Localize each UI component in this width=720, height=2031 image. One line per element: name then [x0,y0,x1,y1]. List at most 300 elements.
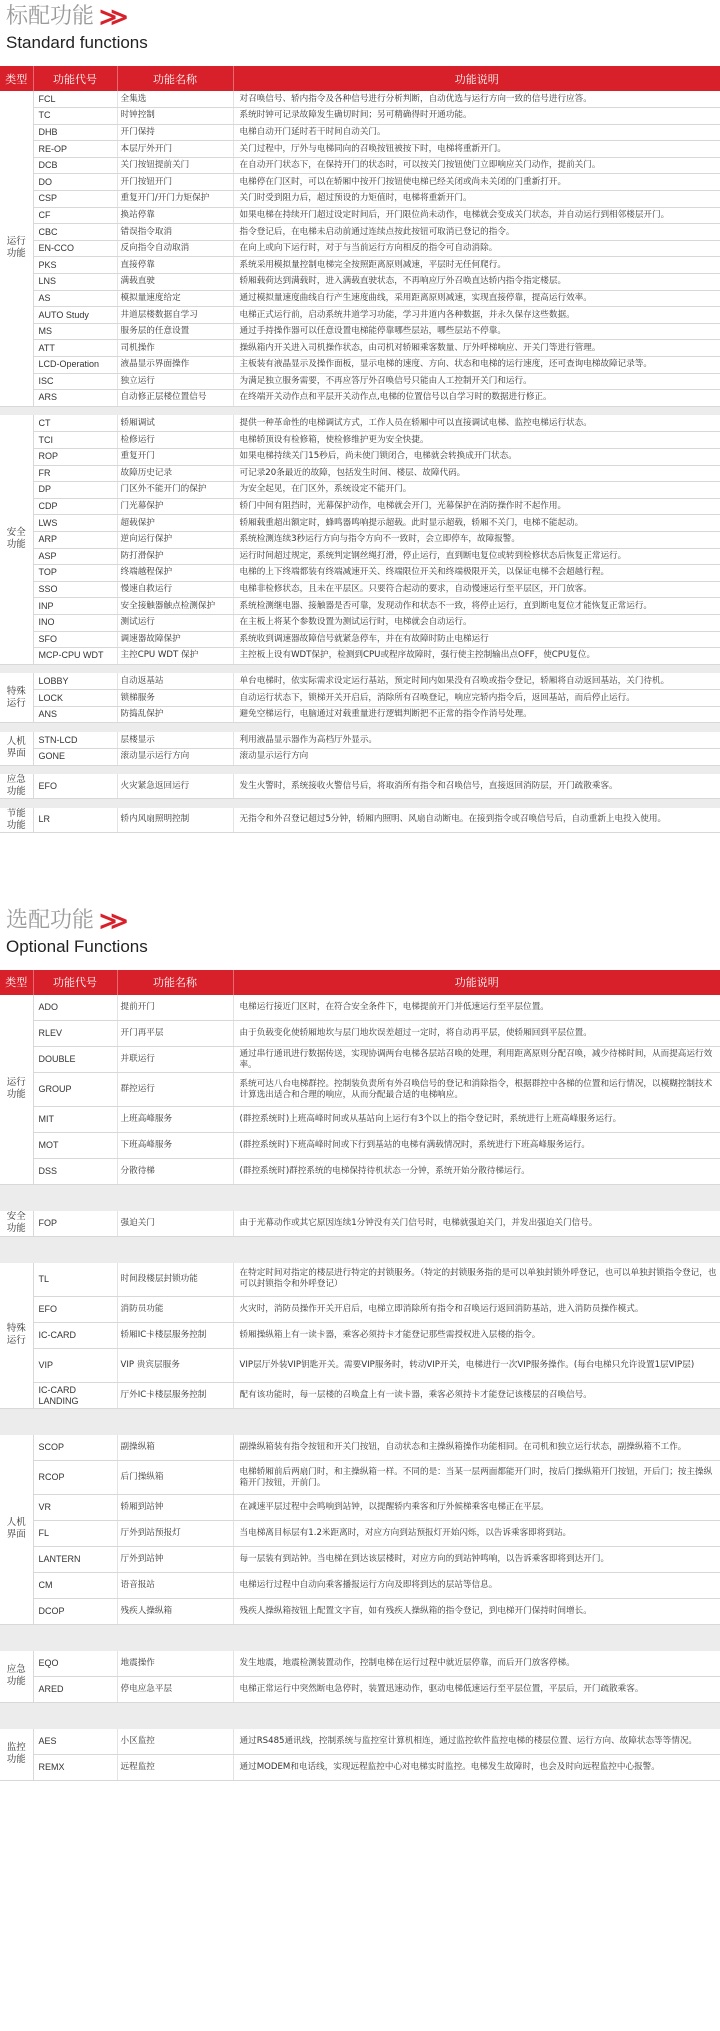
table-row [0,207,720,224]
function-name-cell: 强迫关门 [117,1211,233,1237]
function-name-cell: 火灾紧急返回运行 [117,774,233,799]
function-name-cell: 超载保护 [117,515,233,532]
table-row [0,390,720,407]
function-code-cell: EQO [33,1651,117,1677]
table-row [0,1729,720,1755]
function-description-cell: 由于负载变化使轿厢地坎与层门地坎误差超过一定时，将自动再平层，使轿厢回到平层位置。 [233,1021,720,1047]
function-name-cell: 轿厢调试 [117,415,233,432]
table-row [0,581,720,598]
function-description-cell: 电梯正式运行前，启动系统井道学习功能，学习井道内各种数据，并永久保存这些数据。 [233,307,720,324]
function-code-cell: EFO [33,1297,117,1323]
double-chevron-icon: >> [98,0,121,34]
function-code-cell: MOT [33,1133,117,1159]
function-name-cell: 自动修正层楼位置信号 [117,390,233,407]
function-name-cell: 调速器故障保护 [117,631,233,648]
function-code-cell: ARS [33,390,117,407]
function-code-cell: TC [33,108,117,125]
group-separator-cell [0,406,720,415]
table-row [0,1349,720,1383]
function-description-cell: 无指令和外召登记超过5分钟，轿厢内照明、风扇自动断电。在接到指令或召唤信号后，自动重新上电投入使用。 [233,808,720,833]
function-name-cell: 轿内风扇照明控制 [117,808,233,833]
function-code-cell: CSP [33,191,117,208]
table-row [0,323,720,340]
function-code-cell: SSO [33,581,117,598]
table-row [0,307,720,324]
function-name-cell: 副操纵箱 [117,1435,233,1461]
function-code-cell: FCL [33,91,117,108]
table-row [0,631,720,648]
function-description-cell: 通过串行通讯进行数据传送，实现协调两台电梯各层站召唤的处理，利用距离原则分配召唤，减少待梯时间，从而提高运行效率。 [233,1047,720,1073]
table-row [0,340,720,357]
table-row [0,1021,720,1047]
function-description-cell: 如果电梯持续关门15秒后，尚未使门锁闭合，电梯就会转换成开门状态。 [233,448,720,465]
function-code-cell: AES [33,1729,117,1755]
function-code-cell: TCI [33,432,117,449]
function-name-cell: 逆向运行保护 [117,531,233,548]
function-description-cell: 配有该功能时，每一层楼的召唤盒上有一读卡器，乘客必须持卡才能登记该楼层的召唤信号。 [233,1383,720,1409]
table-row [0,1159,720,1185]
function-name-cell: 主控CPU WDT 保护 [117,648,233,665]
function-description-cell: (群控系统时)下班高峰时间或下行到基站的电梯有满载情况时，系统进行下班高峰服务运行。 [233,1133,720,1159]
function-description-cell: 利用液晶显示器作为高档厅外显示。 [233,732,720,749]
category-cell: 安全 功能 [0,415,33,664]
function-name-cell: 厅外到站预报灯 [117,1521,233,1547]
function-code-cell: TL [33,1263,117,1297]
function-code-cell: MIT [33,1107,117,1133]
function-name-cell: 换站停靠 [117,207,233,224]
table-row [0,565,720,582]
table-row [0,531,720,548]
table-row [0,1211,720,1237]
table-row [0,1263,720,1297]
function-description-cell: 在特定时间对指定的楼层进行特定的封锁服务。（特定的封锁服务指的是可以单独封锁外呼登记，也可以单独封锁指令登记，也可以封锁指令和外呼登记） [233,1263,720,1297]
function-code-cell: RE-OP [33,141,117,158]
function-name-cell: 防捣乱保护 [117,706,233,723]
table-row [0,515,720,532]
function-description-cell: 通过RS485通讯线，控制系统与监控室计算机相连，通过监控软件监控电梯的楼层位置、运行方向、故障状态等等情况。 [233,1729,720,1755]
function-code-cell: IC-CARD LANDING [33,1383,117,1409]
function-code-cell: CM [33,1573,117,1599]
function-name-cell: 小区监控 [117,1729,233,1755]
function-description-cell: 发生地震，地震检测装置动作，控制电梯在运行过程中就近层停靠，而后开门放客停梯。 [233,1651,720,1677]
function-description-cell: 电梯的上下终端都装有终端减速开关、终端限位开关和终端极限开关，以保证电梯不会超越行程。 [233,565,720,582]
function-name-cell: 满载直驶 [117,274,233,291]
header-name: 功能名称 [117,970,233,995]
function-name-cell: 残疾人操纵箱 [117,1599,233,1625]
function-description-cell: 在主板上将某个参数设置为测试运行时，电梯就会自动运行。 [233,614,720,631]
table-row [0,1599,720,1625]
function-name-cell: 开门保持 [117,124,233,141]
function-name-cell: 群控运行 [117,1073,233,1107]
function-description-cell: 系统采用模拟量控制电梯完全按照距离原则减速，平层时无任何爬行。 [233,257,720,274]
function-description-cell: 在自动开门状态下，在保持开门的状态时，可以按关门按钮使门立即响应关门动作，提前关门。 [233,157,720,174]
function-description-cell: 关门过程中，厅外与电梯同向的召唤按钮被按下时，电梯将重新开门。 [233,141,720,158]
category-cell: 特殊 运行 [0,1263,33,1409]
category-cell: 监控 功能 [0,1729,33,1781]
function-code-cell: PKS [33,257,117,274]
table-row [0,274,720,291]
function-description-cell: 通过手持操作器可以任意设置电梯能停靠哪些层站，哪些层站不停靠。 [233,323,720,340]
function-name-cell: 后门操纵箱 [117,1461,233,1495]
table-row [0,1495,720,1521]
function-code-cell: SFO [33,631,117,648]
group-separator [0,1703,720,1729]
function-description-cell: 电梯非检修状态，且未在平层区。只要符合起动的要求，自动慢速运行至平层区，开门放客。 [233,581,720,598]
function-description-cell: 为安全起见，在门区外，系统设定不能开门。 [233,482,720,499]
table-row [0,1073,720,1107]
function-code-cell: IC-CARD [33,1323,117,1349]
table-row [0,1107,720,1133]
group-separator [0,799,720,808]
function-description-cell: 轿厢操纵箱上有一读卡器，乘客必须持卡才能登记那些需授权进入层楼的指令。 [233,1323,720,1349]
table-header-row [0,66,720,91]
header-type: 类型 [0,66,33,91]
table-row [0,1047,720,1073]
table-row [0,808,720,833]
function-name-cell: 全集选 [117,91,233,108]
function-name-cell: 锁梯服务 [117,690,233,707]
function-description-cell: VIP层厅外装VIP钥匙开关。需要VIP服务时，转动VIP开关，电梯进行一次VIP服务操作。(每台电梯只允许设置1层VIP层) [233,1349,720,1383]
header-desc: 功能说明 [233,970,720,995]
category-cell: 应急 功能 [0,1651,33,1703]
function-name-cell: 时钟控制 [117,108,233,125]
function-description-cell: 主控板上设有WDT保护，检测到CPU或程序故障时，强行使主控制输出点OFF，使CPU复位。 [233,648,720,665]
function-code-cell: DCB [33,157,117,174]
function-description-cell: 关门时受到阻力后，超过预设的力矩值时，电梯将重新开门。 [233,191,720,208]
function-description-cell: 由于光幕动作或其它原因连续1分钟没有关门信号时，电梯就强迫关门，并发出强迫关门信号。 [233,1211,720,1237]
table-row [0,1755,720,1781]
group-separator-cell [0,664,720,673]
function-code-cell: DP [33,482,117,499]
function-code-cell: DOUBLE [33,1047,117,1073]
function-code-cell: AS [33,290,117,307]
group-separator-cell [0,799,720,808]
table-row [0,690,720,707]
table-row [0,1547,720,1573]
table-row [0,1435,720,1461]
table-header-row [0,970,720,995]
function-description-cell: 电梯自动开门延时若干时间自动关门。 [233,124,720,141]
category-cell: 人机 界面 [0,732,33,765]
function-description-cell: 运行时间超过规定，系统判定钢丝绳打滑，停止运行，直到断电复位或转到检修状态后恢复正常运行。 [233,548,720,565]
function-description-cell: 避免空梯运行，电脑通过对载重量进行逻辑判断把不正常的指令作消号处理。 [233,706,720,723]
function-name-cell: 液晶显示界面操作 [117,357,233,374]
function-code-cell: CT [33,415,117,432]
function-code-cell: FR [33,465,117,482]
standard-title [6,2,720,32]
group-separator [0,1185,720,1211]
function-name-cell: 停电应急平层 [117,1677,233,1703]
table-row [0,157,720,174]
function-description-cell: 电梯正常运行中突然断电急停时，装置迅速动作，驱动电梯低速运行至平层位置，平层后，开门疏散乘客。 [233,1677,720,1703]
table-row [0,290,720,307]
category-cell: 运行 功能 [0,995,33,1185]
table-row [0,598,720,615]
function-code-cell: SCOP [33,1435,117,1461]
function-code-cell: FOP [33,1211,117,1237]
function-description-cell: 副操纵箱装有指令按钮和开关门按钮，自动状态和主操纵箱操作功能相同。在司机和独立运行状态，副操纵箱不工作。 [233,1435,720,1461]
group-separator [0,1409,720,1435]
group-separator-cell [0,1409,720,1435]
function-name-cell: 分散待梯 [117,1159,233,1185]
function-code-cell: ANS [33,706,117,723]
function-description-cell: 滚动显示运行方向 [233,749,720,766]
function-code-cell: LNS [33,274,117,291]
function-code-cell: FL [33,1521,117,1547]
function-description-cell: 系统检测连续3秒运行方向与指令方向不一致时，会立即停车，故障报警。 [233,531,720,548]
function-code-cell: VR [33,1495,117,1521]
function-code-cell: ASP [33,548,117,565]
group-separator [0,765,720,774]
function-description-cell: 在终端开关动作点和平层开关动作点,电梯的位置信号以自学习时的数据进行修正。 [233,390,720,407]
group-separator-cell [0,1703,720,1729]
function-name-cell: 厅外IC卡楼层服务控制 [117,1383,233,1409]
table-row [0,1461,720,1495]
table-row [0,1521,720,1547]
function-description-cell: 提供一种革命性的电梯调试方式，工作人员在轿厢中可以直接调试电梯、监控电梯运行状态。 [233,415,720,432]
function-code-cell: DO [33,174,117,191]
table-row [0,124,720,141]
table-row [0,1133,720,1159]
function-description-cell: 轿厢载荷达到满载时，进入满载直驶状态，不再响应厅外召唤直达轿内指令指定楼层。 [233,274,720,291]
function-name-cell: 井道层楼数据自学习 [117,307,233,324]
function-code-cell: GROUP [33,1073,117,1107]
function-name-cell: 远程监控 [117,1755,233,1781]
function-name-cell: 终端越程保护 [117,565,233,582]
function-name-cell: 安全接触器触点检测保护 [117,598,233,615]
function-name-cell: VIP 贵宾层服务 [117,1349,233,1383]
function-description-cell: 指令登记后，在电梯未启动前通过连续点按此按钮可取消已登记的指令。 [233,224,720,241]
function-description-cell: 自动运行状态下，锁梯开关开启后，消除所有召唤登记，响应完轿内指令后，返回基站，而后停止运行。 [233,690,720,707]
table-row [0,224,720,241]
function-name-cell: 模拟量速度给定 [117,290,233,307]
function-name-cell: 门光幕保护 [117,498,233,515]
function-name-cell: 下班高峰服务 [117,1133,233,1159]
function-name-cell: 服务层的任意设置 [117,323,233,340]
function-code-cell: GONE [33,749,117,766]
function-name-cell: 重复开门/开门力矩保护 [117,191,233,208]
group-separator [0,406,720,415]
category-cell: 人机 界面 [0,1435,33,1625]
optional-section [0,904,720,1782]
function-code-cell: ARP [33,531,117,548]
category-cell: 节能 功能 [0,808,33,833]
function-description-cell: 主板装有液晶显示及操作面板，显示电梯的速度、方向、状态和电梯的运行速度，还可查询电梯故障记录等。 [233,357,720,374]
function-description-cell: 轿厢载重超出额定时，蜂鸣器鸣响提示超载。此时显示超载，轿厢不关门，电梯不能起动。 [233,515,720,532]
table-row [0,1383,720,1409]
group-separator [0,664,720,673]
function-code-cell: LANTERN [33,1547,117,1573]
function-description-cell: (群控系统时)上班高峰时间或从基站向上运行有3个以上的指令登记时，系统进行上班高峰服务运行。 [233,1107,720,1133]
function-name-cell: 开门再平层 [117,1021,233,1047]
function-description-cell: 电梯运行接近门区时，在符合安全条件下，电梯提前开门并低速运行至平层位置。 [233,995,720,1021]
category-cell: 特殊 运行 [0,673,33,723]
function-name-cell: 直接停靠 [117,257,233,274]
function-name-cell: 重复开门 [117,448,233,465]
table-row [0,240,720,257]
function-code-cell: ROP [33,448,117,465]
category-cell: 应急 功能 [0,774,33,799]
function-name-cell: 错误指令取消 [117,224,233,241]
function-name-cell: 时间段楼层封锁功能 [117,1263,233,1297]
function-code-cell: DSS [33,1159,117,1185]
group-separator [0,1625,720,1651]
function-description-cell: 电梯运行过程中自动向乘客播报运行方向及即将到达的层站等信息。 [233,1573,720,1599]
function-name-cell: 慢速自救运行 [117,581,233,598]
function-description-cell: (群控系统时)群控系统的电梯保持待机状态一分钟，系统开始分散待梯运行。 [233,1159,720,1185]
standard-section [0,0,720,833]
group-separator [0,1237,720,1263]
header-desc: 功能说明 [233,66,720,91]
function-description-cell: 电梯轿顶设有检修箱，使检修维护更为安全快捷。 [233,432,720,449]
table-row [0,191,720,208]
function-name-cell: 开门按钮开门 [117,174,233,191]
function-code-cell: VIP [33,1349,117,1383]
function-name-cell: 层楼显示 [117,732,233,749]
function-description-cell: 操纵箱内开关进入司机操作状态，由司机对轿厢乘客数量、厅外呼梯响应、开关门等进行管理。 [233,340,720,357]
function-name-cell: 门区外不能开门的保护 [117,482,233,499]
function-name-cell: 检修运行 [117,432,233,449]
table-row [0,648,720,665]
function-description-cell: 每一层装有到站钟。当电梯在到达该层楼时，对应方向的到站钟鸣响，以告诉乘客即将到达开门。 [233,1547,720,1573]
function-description-cell: 在向上或向下运行时，对于与当前运行方向相反的指令可自动消除。 [233,240,720,257]
table-row [0,774,720,799]
function-name-cell: 轿厢IC卡楼层服务控制 [117,1323,233,1349]
function-code-cell: LR [33,808,117,833]
header-type: 类型 [0,970,33,995]
function-name-cell: 自动返基站 [117,673,233,690]
function-description-cell: 电梯轿厢前后两扇门时，和主操纵箱一样。不同的是：当某一层两面都能开门时，按后门操纵箱开门按钮，开后门；按主操纵箱开门按钮，开前门。 [233,1461,720,1495]
function-name-cell: 防打滑保护 [117,548,233,565]
table-row [0,1651,720,1677]
function-code-cell: ARED [33,1677,117,1703]
table-row [0,465,720,482]
table-row [0,498,720,515]
function-name-cell: 并联运行 [117,1047,233,1073]
function-description-cell: 系统检测继电器、接触器是否可靠，发现动作和状态不一致，将停止运行，直到断电复位才能恢复正常运行。 [233,598,720,615]
header-name: 功能名称 [117,66,233,91]
function-code-cell: DHB [33,124,117,141]
function-name-cell: 语音报站 [117,1573,233,1599]
function-description-cell: 火灾时，消防员操作开关开启后，电梯立即消除所有指令和召唤运行返回消防基站，进入消防员操作模式。 [233,1297,720,1323]
standard-title-en: Standard functions [6,33,148,52]
optional-header [0,904,720,970]
table-row [0,548,720,565]
function-code-cell: ISC [33,373,117,390]
table-row [0,108,720,125]
double-chevron-icon: >> [98,904,121,937]
function-name-cell: 滚动显示运行方向 [117,749,233,766]
table-row [0,432,720,449]
function-description-cell: 当电梯离目标层有1.2米距离时，对应方向到站预报灯开始闪烁，以告诉乘客即将到站。 [233,1521,720,1547]
optional-title-zh: 选配功能 [6,907,95,933]
function-code-cell: ADO [33,995,117,1021]
function-name-cell: 独立运行 [117,373,233,390]
function-description-cell: 如果电梯在持续开门超过设定时间后，开门限位尚未动作，电梯就会变成关门状态，并自动运行到相邻楼层开门。 [233,207,720,224]
optional-functions-table [0,970,720,1782]
category-cell: 安全 功能 [0,1211,33,1237]
table-row [0,174,720,191]
function-code-cell: LOCK [33,690,117,707]
function-code-cell: CBC [33,224,117,241]
function-name-cell: 司机操作 [117,340,233,357]
function-code-cell: EN-CCO [33,240,117,257]
table-row [0,257,720,274]
function-description-cell: 在减速平层过程中会鸣响到站钟，以提醒轿内乘客和厅外候梯乘客电梯正在平层。 [233,1495,720,1521]
function-name-cell: 故障历史记录 [117,465,233,482]
standard-header [0,0,720,66]
function-code-cell: TOP [33,565,117,582]
function-name-cell: 本层厅外开门 [117,141,233,158]
function-code-cell: REMX [33,1755,117,1781]
header-code: 功能代号 [33,970,117,995]
function-description-cell: 残疾人操纵箱按钮上配置文字盲，如有残疾人操纵箱的指令登记，到电梯开门保持时间增长。 [233,1599,720,1625]
function-description-cell: 系统时钟可记录故障发生确切时间；另可精确得时开通功能。 [233,108,720,125]
function-description-cell: 系统可达八台电梯群控。控制装负责所有外召唤信号的登记和消除指令，根据群控中各梯的位置和运行情况，以模糊控制技术计算选出适合和合理的响应，从而分配最合适的电梯响应。 [233,1073,720,1107]
standard-title-zh: 标配功能 [6,4,95,29]
table-row [0,482,720,499]
function-name-cell: 提前开门 [117,995,233,1021]
function-description-cell: 系统收到调速器故障信号就紧急停车，并在有故障时防止电梯运行 [233,631,720,648]
table-row [0,706,720,723]
function-description-cell: 轿门中间有阻挡时，光幕保护动作，电梯就会开门，光幕保护在消防操作时不起作用。 [233,498,720,515]
table-row [0,732,720,749]
function-code-cell: LWS [33,515,117,532]
function-code-cell: LOBBY [33,673,117,690]
function-name-cell: 地震操作 [117,1651,233,1677]
function-code-cell: STN-LCD [33,732,117,749]
table-row [0,1297,720,1323]
group-separator-cell [0,1185,720,1211]
function-description-cell: 可记录20条最近的故障，包括发生时间、楼层、故障代码。 [233,465,720,482]
function-name-cell: 关门按钮提前关门 [117,157,233,174]
function-name-cell: 上班高峰服务 [117,1107,233,1133]
function-code-cell: AUTO Study [33,307,117,324]
table-row [0,373,720,390]
function-code-cell: DCOP [33,1599,117,1625]
group-separator-cell [0,765,720,774]
function-description-cell: 通过MODEM和电话线，实现远程监控中心对电梯实时监控。电梯发生故障时，也会及时向远程监控中心报警。 [233,1755,720,1781]
function-description-cell: 单台电梯时，依实际需求设定运行基站，预定时间内如果没有召唤或指令登记，轿厢将自动返回基站，关门待机。 [233,673,720,690]
function-name-cell: 厅外到站钟 [117,1547,233,1573]
table-row [0,448,720,465]
table-row [0,995,720,1021]
function-code-cell: MCP-CPU WDT [33,648,117,665]
table-row [0,91,720,108]
function-code-cell: CF [33,207,117,224]
function-description-cell: 电梯停在门区时，可以在轿厢中按开门按钮使电梯已经关闭或尚未关闭的门重新打开。 [233,174,720,191]
function-code-cell: INO [33,614,117,631]
function-name-cell: 反向指令自动取消 [117,240,233,257]
table-row [0,614,720,631]
optional-title-en: Optional Functions [6,936,148,956]
table-row [0,415,720,432]
optional-title [6,906,720,936]
table-row [0,1677,720,1703]
function-description-cell: 发生火警时，系统接收火警信号后，将取消所有指令和召唤信号，直接返回消防层，开门疏散乘客。 [233,774,720,799]
function-code-cell: INP [33,598,117,615]
function-description-cell: 通过模拟量速度曲线自行产生速度曲线，采用距离原则减速，实现直接停靠，提高运行效率。 [233,290,720,307]
function-name-cell: 测试运行 [117,614,233,631]
header-code: 功能代号 [33,66,117,91]
standard-functions-table [0,66,720,833]
function-code-cell: LCD-Operation [33,357,117,374]
group-separator [0,723,720,732]
function-code-cell: RLEV [33,1021,117,1047]
function-code-cell: EFO [33,774,117,799]
table-row [0,141,720,158]
function-name-cell: 消防员功能 [117,1297,233,1323]
